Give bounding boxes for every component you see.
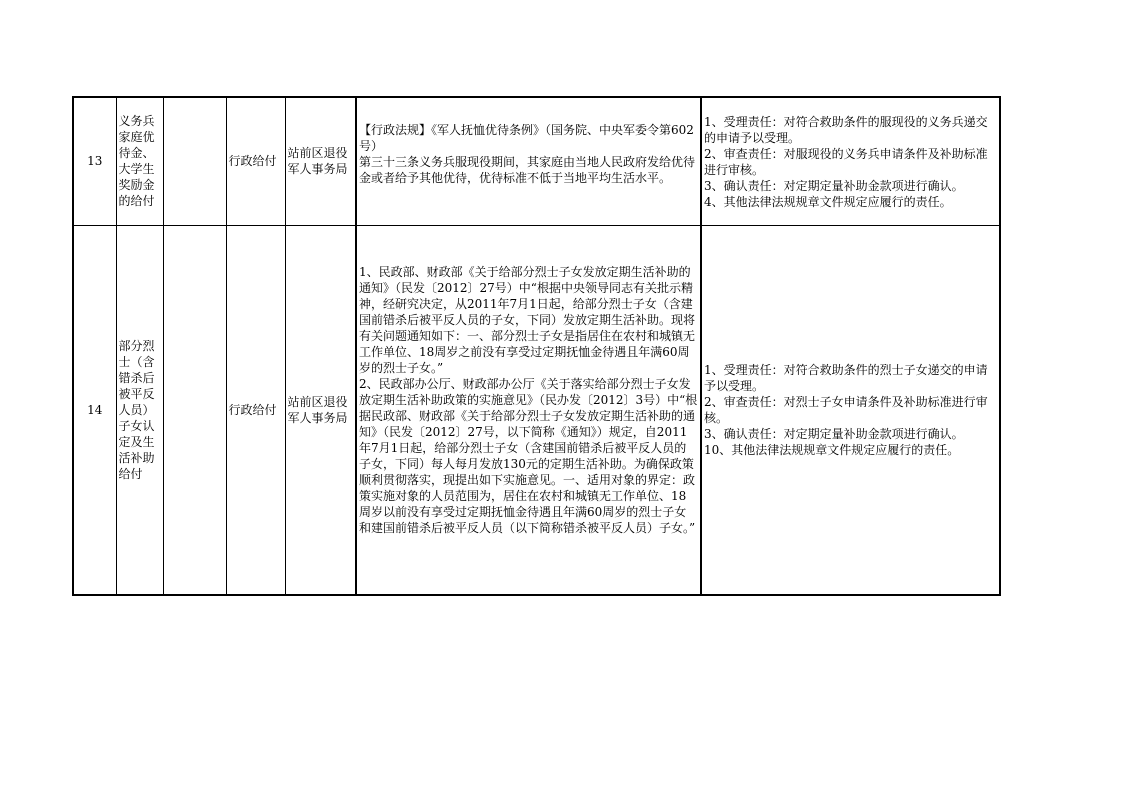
basis-line: 2、民政部办公厅、财政部办公厅《关于落实给部分烈士子女发放定期生活补助政策的实施意见》（民办发〔2012〕3号）中“根据民政部、财政部《关于给部分烈士子女发放定期生活补助的通知》（民发〔2012〕27号，以下简称《通知》）规定，自2011年7月1日起，给部分烈士子女（含建国前错杀后被平反人员的子女，下同）每人每月发放130元的定期生活补助。为确保政策顺利贯彻落实，现提出如下实施意见。一、适用对象的界定：政策实施对象的人员范围为，居住在农村和城镇无工作单位、18周岁以前没有享受过定期抚恤金待遇且年满60周岁的烈士子女和建国前错杀后被平反人员（以下简称错杀被平反人员）子女。” — [359, 376, 698, 535]
table-row — [73, 97, 1000, 225]
department: 站前区退役军人事务局 — [285, 97, 356, 225]
responsibility-line: 3、确认责任：对定期定量补助金款项进行确认。 — [704, 179, 964, 193]
basis-line: 1、民政部、财政部《关于给部分烈士子女发放定期生活补助的通知》（民发〔2012〕27号）中“根据中央领导同志有关批示精神，经研究决定，从2011年7月1日起，给部分烈士子女（含建国前错杀后被平反人员的子女，下同）发放定期生活补助。现将有关问题通知如下：一、部分烈士子女是指居住在农村和城镇无工作单位、18周岁之前没有享受过定期抚恤金待遇且年满60周岁的烈士子女。” — [359, 264, 696, 375]
responsibility — [701, 97, 1000, 225]
responsibility-line: 4、其他法律法规规章文件规定应履行的责任。 — [704, 195, 952, 209]
department: 站前区退役军人事务局 — [285, 225, 356, 595]
row-number: 13 — [73, 97, 116, 225]
sub-item — [163, 225, 226, 595]
responsibility-line: 10、其他法律法规规章文件规定应履行的责任。 — [704, 442, 960, 457]
power-list-table — [72, 96, 1001, 596]
legal-basis — [356, 225, 701, 595]
responsibility-line: 2、审查责任：对服现役的义务兵申请条件及补助标准进行审核。 — [704, 147, 988, 177]
responsibility-line: 3、确认责任：对定期定量补助金款项进行确认。 — [704, 426, 964, 441]
basis-line: 【行政法规】《军人抚恤优待条例》（国务院、中央军委令第602号） — [359, 123, 694, 153]
basis-line: 第三十三条义务兵服现役期间，其家庭由当地人民政府发给优待金或者给予其他优待，优待标准不低于当地平均生活水平。 — [359, 155, 696, 185]
responsibility-line: 1、受理责任：对符合救助条件的服现役的义务兵递交的申请予以受理。 — [704, 115, 988, 145]
responsibility-line: 1、受理责任：对符合救助条件的烈士子女递交的申请予以受理。 — [704, 362, 988, 393]
table-row — [73, 225, 1000, 595]
power-type: 行政给付 — [226, 225, 285, 595]
responsibility — [701, 225, 1000, 595]
item-name: 部分烈士（含错杀后被平反人员）子女认定及生活补助给付 — [116, 225, 163, 595]
legal-basis — [356, 97, 701, 225]
power-type: 行政给付 — [226, 97, 285, 225]
sub-item — [163, 97, 226, 225]
row-number: 14 — [73, 225, 116, 595]
responsibility-line: 2、审查责任：对烈士子女申请条件及补助标准进行审核。 — [704, 394, 988, 425]
item-name: 义务兵家庭优待金、大学生奖励金的给付 — [116, 97, 163, 225]
